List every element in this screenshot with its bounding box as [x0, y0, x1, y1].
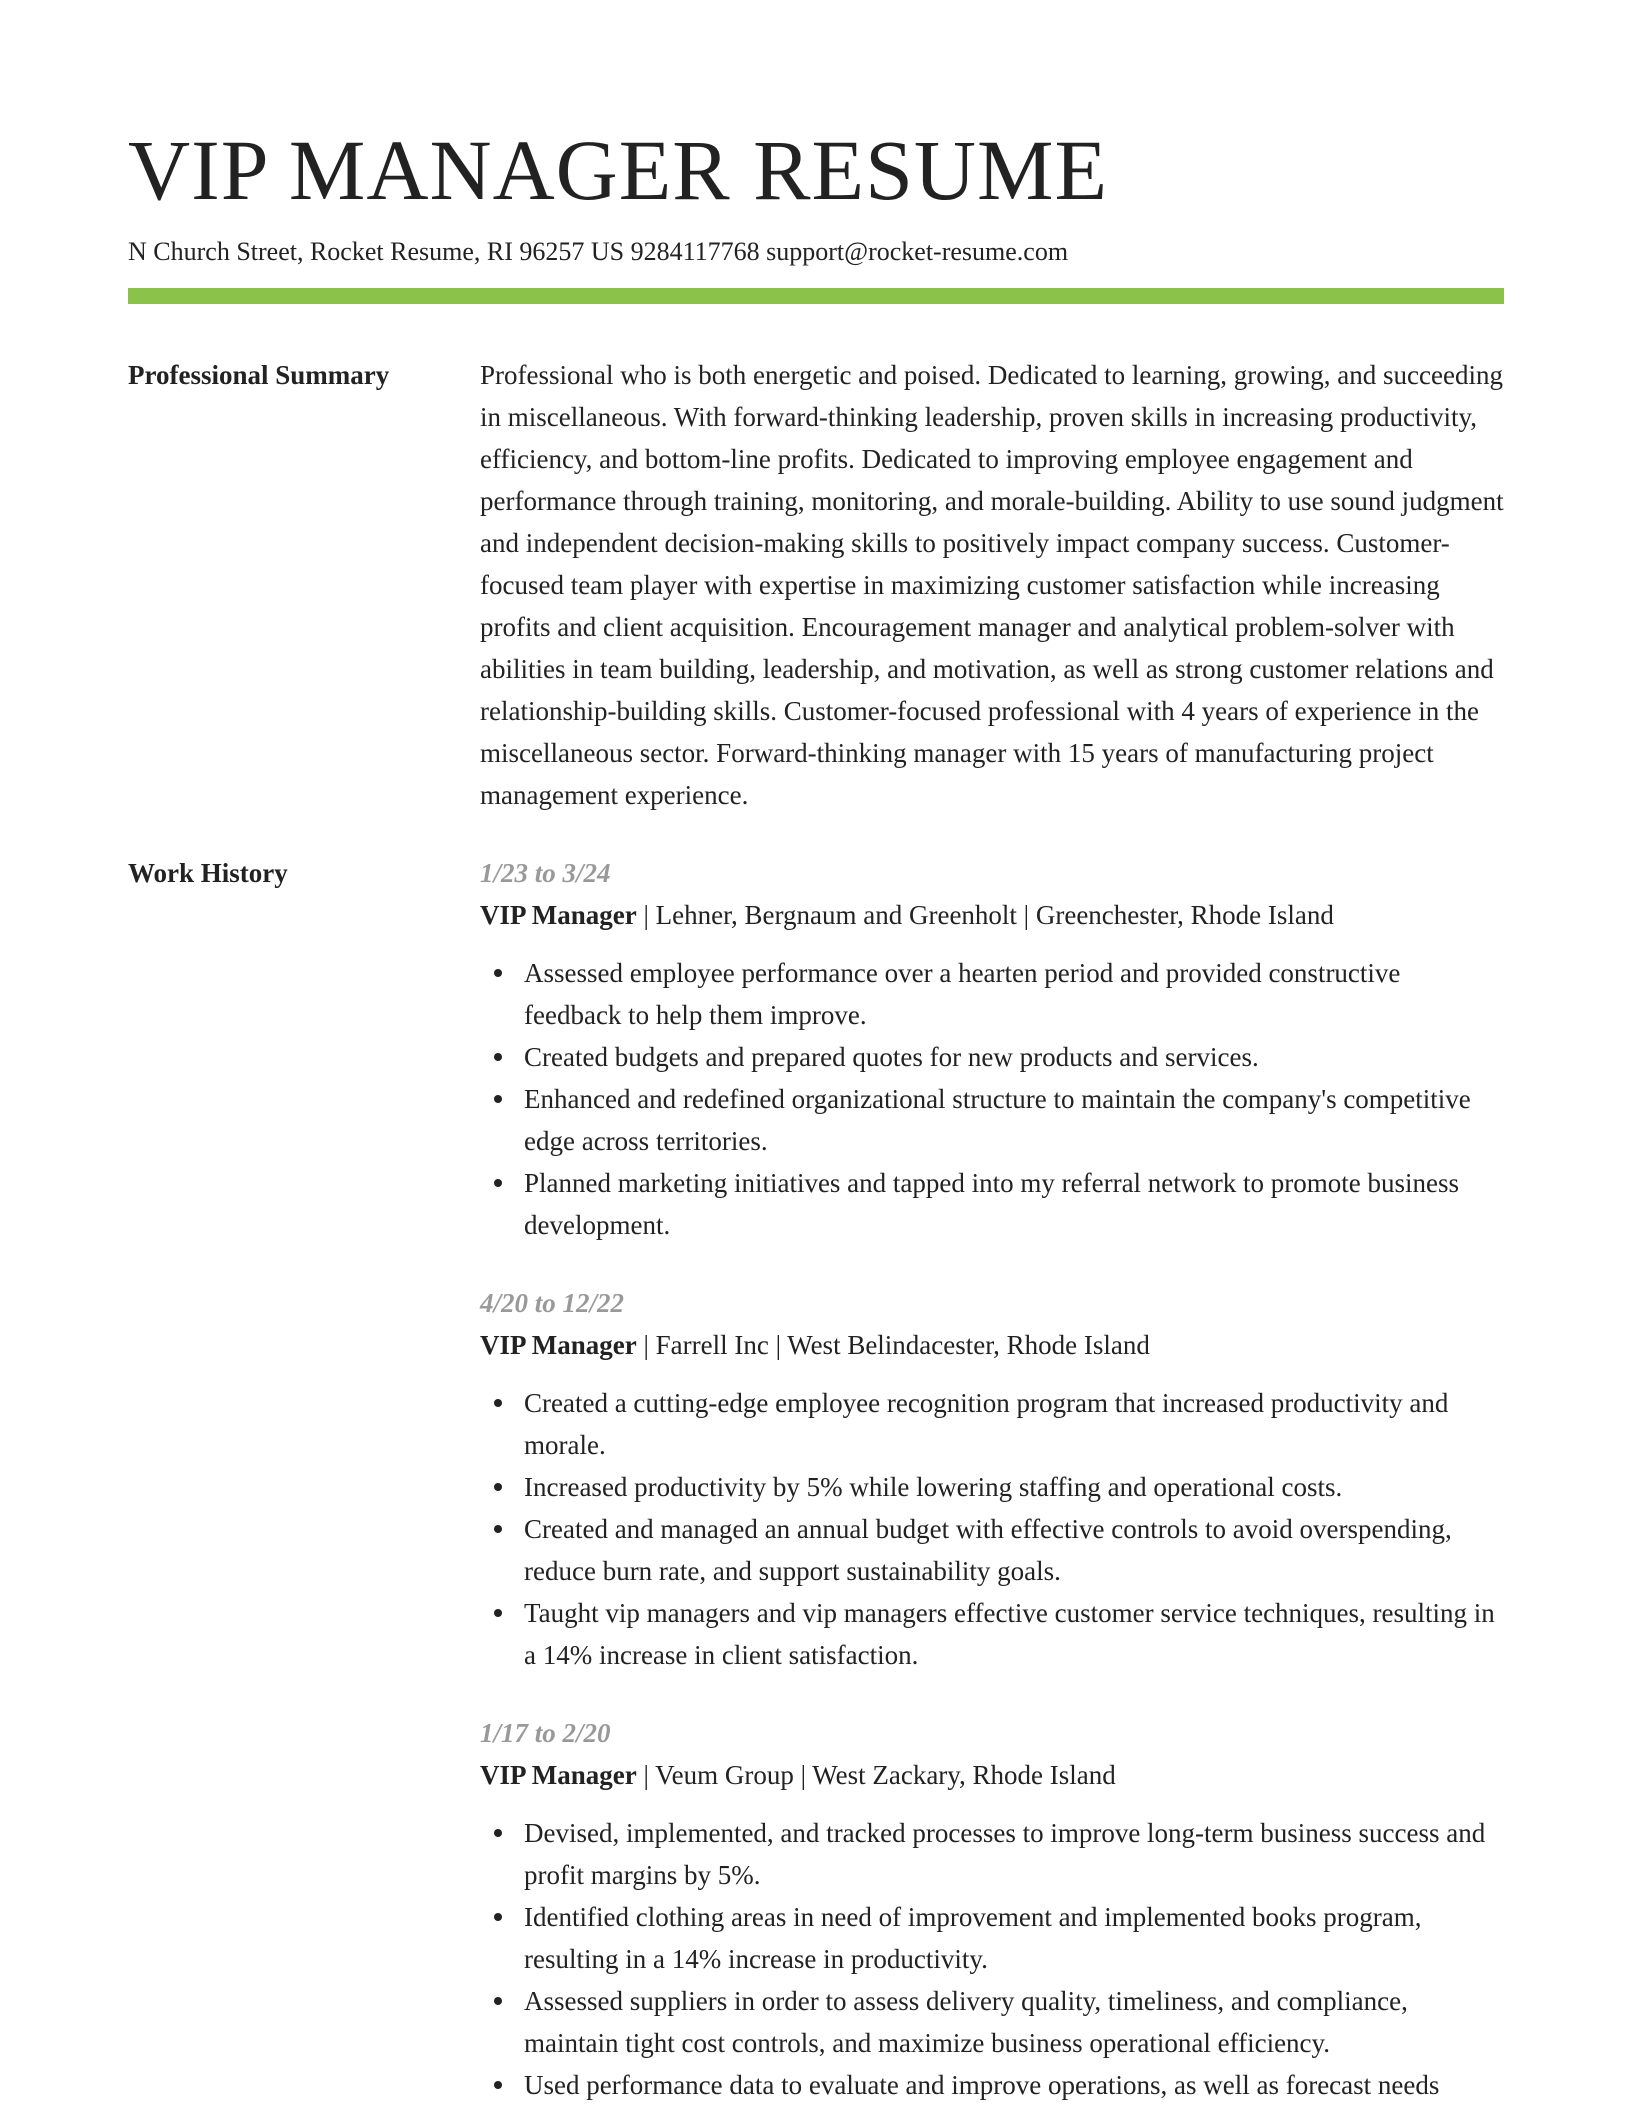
- bullet-text: Enhanced and redefined organizational structure to maintain the company's competitive edge across territories.: [524, 1084, 1471, 1156]
- contact-line: N Church Street, Rocket Resume, RI 96257 US 9284117768 support@rocket-resume.com: [128, 237, 1069, 266]
- job-dates: 1/23 to 3/24: [480, 858, 611, 888]
- bullet-icon: [494, 1399, 502, 1407]
- job-title: VIP Manager: [480, 900, 637, 930]
- job-bullets: [480, 952, 1504, 1246]
- bullet-item: [480, 1466, 1504, 1508]
- bullet-text: Identified clothing areas in need of improvement and implemented books program, resulting in a 14% increase in productivity.: [524, 1902, 1422, 1974]
- bullet-text: Assessed suppliers in order to assess delivery quality, timeliness, and compliance, maintain tight cost controls, and maximize business operational efficiency.: [524, 1986, 1408, 2058]
- job-entry: [480, 1282, 1504, 1676]
- bullet-text: Created and managed an annual budget with effective controls to avoid overspending, reduce burn rate, and support sustainability goals.: [524, 1514, 1452, 1586]
- bullet-item: [480, 1078, 1504, 1162]
- job-heading: [480, 1754, 1504, 1796]
- bullet-icon: [494, 1179, 502, 1187]
- bullet-icon: [494, 1483, 502, 1491]
- job-details: | Lehner, Bergnaum and Greenholt | Greenchester, Rhode Island: [636, 900, 1334, 930]
- bullet-icon: [494, 2081, 502, 2089]
- bullet-item: [480, 952, 1504, 1036]
- bullet-text: Assessed employee performance over a hearten period and provided constructive feedback to help them improve.: [524, 958, 1401, 1030]
- bullet-icon: [494, 1095, 502, 1103]
- bullet-text: Created budgets and prepared quotes for new products and services.: [524, 1042, 1259, 1072]
- bullet-text: Devised, implemented, and tracked processes to improve long-term business success and profit margins by 5%.: [524, 1818, 1486, 1890]
- bullet-text: Increased productivity by 5% while lowering staffing and operational costs.: [524, 1472, 1343, 1502]
- bullet-icon: [494, 1829, 502, 1837]
- bullet-icon: [494, 1525, 502, 1533]
- bullet-icon: [494, 1997, 502, 2005]
- bullet-item: [480, 1896, 1504, 1980]
- section-label-work-history: Work History: [128, 858, 288, 888]
- bullet-item: [480, 1592, 1504, 1676]
- job-title: VIP Manager: [480, 1760, 637, 1790]
- job-dates: 1/17 to 2/20: [480, 1718, 611, 1748]
- job-heading: [480, 1324, 1504, 1366]
- job-dates: 4/20 to 12/22: [480, 1288, 625, 1318]
- bullet-item: [480, 2064, 1504, 2106]
- resume-title: VIP MANAGER RESUME: [128, 122, 1108, 218]
- job-title: VIP Manager: [480, 1330, 637, 1360]
- bullet-item: [480, 1162, 1504, 1246]
- resume-page: [128, 120, 1504, 2112]
- work-history-section: [128, 852, 1504, 2112]
- summary-text: Professional who is both energetic and poised. Dedicated to learning, growing, and succeeding in miscellaneous. With forward-thinking leadership, proven skills in increasing productivity, efficiency, and bottom-line profits. Dedicated to improving employee engagement and performance through training, monitoring, and morale-building. Ability to use sound judgment and independent decision-making skills to positively impact company success. Customer-focused team player with expertise in maximizing customer satisfaction while increasing profits and client acquisition. Encouragement manager and analytical problem-solver with abilities in team building, leadership, and motivation, as well as strong customer relations and relationship-building skills. Customer-focused professional with 4 years of experience in the miscellaneous sector. Forward-thinking manager with 15 years of manufacturing project management experience.: [480, 360, 1504, 810]
- bullet-text: Taught vip managers and vip managers effective customer service techniques, resulting in a 14% increase in client satisfaction.: [524, 1598, 1495, 1670]
- bullet-text: Planned marketing initiatives and tapped into my referral network to promote business development.: [524, 1168, 1460, 1240]
- job-details: | Farrell Inc | West Belindacester, Rhode Island: [636, 1330, 1150, 1360]
- bullet-icon: [494, 969, 502, 977]
- bullet-text: Created a cutting-edge employee recognition program that increased productivity and morale.: [524, 1388, 1449, 1460]
- bullet-item: [480, 1382, 1504, 1466]
- bullet-icon: [494, 1053, 502, 1061]
- bullet-icon: [494, 1913, 502, 1921]
- work-history-list: [480, 852, 1504, 2112]
- bullet-text: Used performance data to evaluate and improve operations, as well as forecast needs: [524, 2070, 1440, 2100]
- job-entry: [480, 852, 1504, 1246]
- job-entry: [480, 1712, 1504, 2106]
- bullet-item: [480, 1812, 1504, 1896]
- bullet-item: [480, 1036, 1504, 1078]
- job-bullets: [480, 1812, 1504, 2106]
- header-divider: [128, 288, 1504, 304]
- bullet-item: [480, 1980, 1504, 2064]
- job-bullets: [480, 1382, 1504, 1676]
- professional-summary-section: [128, 354, 1504, 816]
- job-heading: [480, 894, 1504, 936]
- bullet-item: [480, 1508, 1504, 1592]
- job-details: | Veum Group | West Zackary, Rhode Island: [636, 1760, 1116, 1790]
- bullet-icon: [494, 1609, 502, 1617]
- section-label-summary: Professional Summary: [128, 360, 390, 390]
